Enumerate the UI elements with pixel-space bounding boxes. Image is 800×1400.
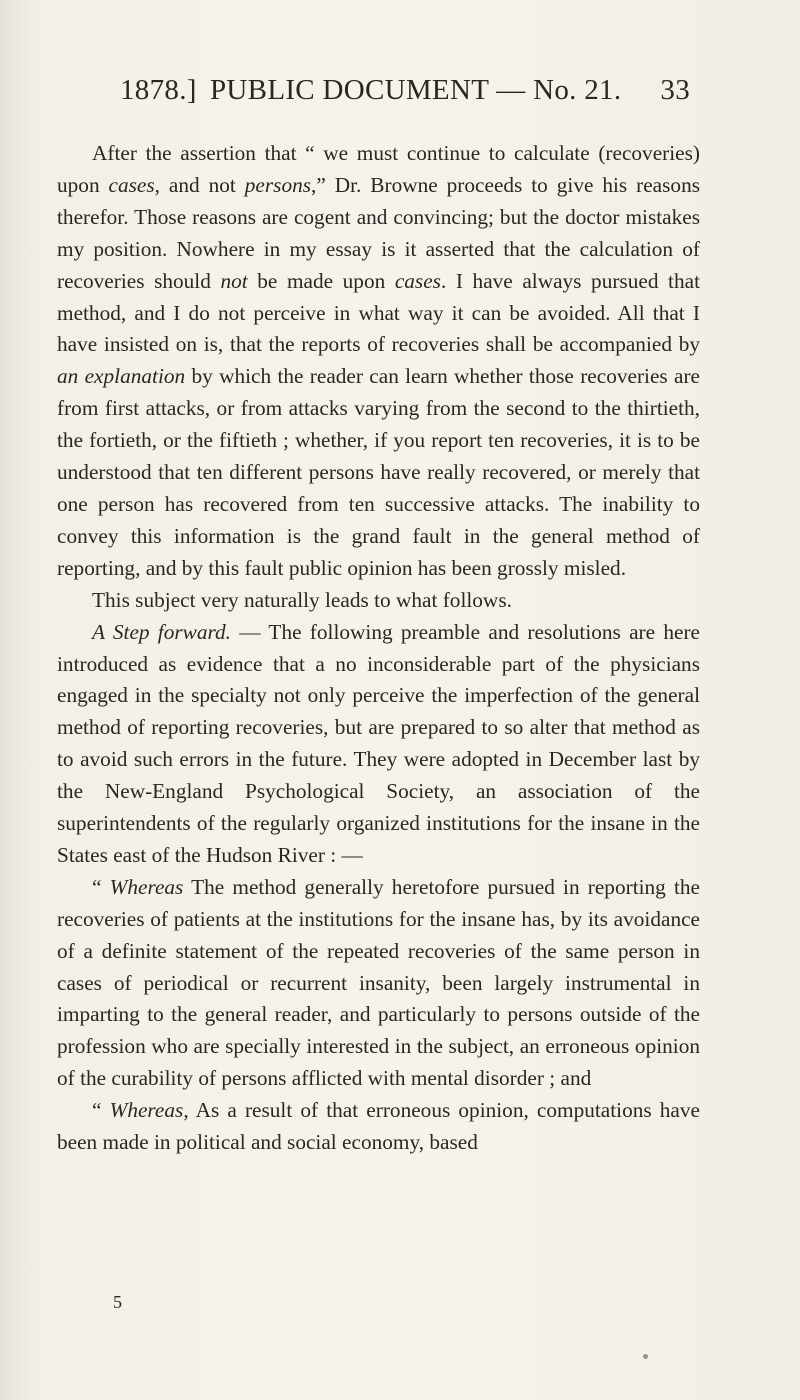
signature-mark: 5 <box>113 1292 122 1312</box>
p1-text-b: , and not <box>154 172 245 197</box>
p1-italic-explanation: an explanation <box>57 364 186 389</box>
p1-text-e: . I have always pursued that method, and I do not perceive in what way it can be avoided. All that I have insisted on is, that the reports of recoveries shall be accompanied by <box>57 268 700 357</box>
p4-italic-whereas: Whereas <box>109 874 184 899</box>
p3-italic-heading: A Step forward. <box>92 619 231 644</box>
p5-italic-whereas: Whereas <box>109 1098 184 1123</box>
paragraph-4 <box>57 872 700 1095</box>
p1-italic-cases-2: cases <box>394 268 441 293</box>
ink-speck <box>643 1354 648 1359</box>
header-year: 1878.] <box>120 74 197 106</box>
p1-italic-not: not <box>220 268 248 293</box>
page-number: 33 <box>660 74 690 106</box>
paragraph-5 <box>57 1095 700 1159</box>
p1-italic-persons: persons <box>244 172 312 197</box>
paragraph-1 <box>57 138 700 585</box>
header-title: PUBLIC DOCUMENT — No. 21. <box>210 74 622 106</box>
body-text <box>57 138 700 1159</box>
p1-italic-cases: cases <box>108 172 155 197</box>
p1-text-d: be made upon <box>247 268 395 293</box>
paragraph-2: This subject very naturally leads to what follows. <box>92 587 512 612</box>
p4-text-b: The method generally heretofore pursued in reporting the recoveries of patients at the institutions for the insane has, by its avoidance of a definite statement of the repeated recoveries of the same person in cases of periodical or recurrent insanity, been largely instrumental in imparting to the general reader, and particularly to persons outside of the profession who are specially interested in the subject, an erroneous opinion of the curability of persons afflicted with mental disorder ; and <box>57 874 700 1091</box>
p1-text-f: by which the reader can learn whether those recoveries are from first attacks, or from attacks varying from the second to the thirtieth, the fortieth, or the fiftieth ; whether, if you report ten recoveries, it is to be understood that ten different persons have really recovered, or merely that one person has recovered from ten successive attacks. The inability to convey this information is the grand fault in the general method of reporting, and by this fault public opinion has been grossly misled. <box>57 364 701 580</box>
p1-text-a: After the assertion that “ we must continue to calculate (recoveries) upon <box>57 141 700 197</box>
p4-quote-open: “ <box>92 874 110 899</box>
paragraph-3 <box>57 617 700 872</box>
p3-text-a: — The following preamble and resolutions are here introduced as evidence that a no inconsiderable part of the physicians engaged in the specialty not only perceive the imperfection of the general method of reporting recoveries, but are prepared to so alter that method as to avoid such errors in the future. They were adopted in December last by the New-England Psychological Society, an association of the superintendents of the regularly organized institutions for the insane in the States east of the Hudson River : — <box>57 619 700 867</box>
running-header <box>120 74 690 114</box>
p5-quote-open: “ <box>92 1098 110 1123</box>
p5-text-b: , As a result of that erroneous opinion, computations have been made in political and social economy, based <box>57 1098 700 1155</box>
p1-text-c: ,” Dr. Browne proceeds to give his reasons therefor. Those reasons are cogent and convincing; but the doctor mistakes my position. Nowhere in my essay is it asserted that the calculation of recoveries should <box>57 172 701 293</box>
